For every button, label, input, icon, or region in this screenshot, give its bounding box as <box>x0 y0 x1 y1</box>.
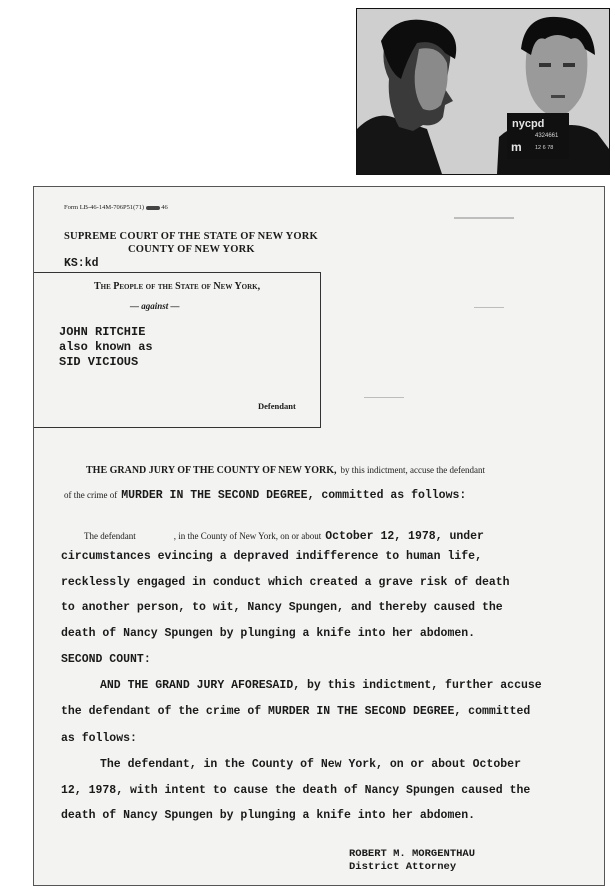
court-title: SUPREME COURT OF THE STATE OF NEW YORK <box>64 231 318 242</box>
count1-line-2: recklessly engaged in conduct which created a grave risk of death <box>61 576 510 589</box>
intro-rest: by this indictment, accuse the defendant <box>340 465 485 475</box>
defendant-label: Defendant <box>258 401 296 411</box>
against-line: — against — <box>130 301 180 311</box>
placard-initial: m <box>511 140 522 154</box>
second-count-heading: SECOND COUNT: <box>61 653 151 666</box>
scan-speck <box>364 397 404 398</box>
count1-line-4: death of Nancy Spungen by plunging a knife into her abdomen. <box>61 627 476 640</box>
crime-text: MURDER IN THE SECOND DEGREE, committed as follows: <box>121 489 467 502</box>
count1-date: October 12, 1978, under <box>325 530 484 543</box>
count1-mid: , in the County of New York, on or about <box>173 531 322 541</box>
count1-first-line <box>84 526 484 544</box>
signature-title: District Attorney <box>349 861 457 873</box>
count1-line-1: circumstances evincing a depraved indifference to human life, <box>61 550 482 563</box>
count2-body-1: The defendant, in the County of New York, on or about October <box>100 758 521 771</box>
indictment-document <box>33 186 605 886</box>
people-line: The People of the State of New York, <box>94 281 261 292</box>
placard-number: 4324661 <box>535 133 559 139</box>
placard-label: nycpd <box>512 118 545 130</box>
signature-name: ROBERT M. MORGENTHAU <box>349 848 476 860</box>
form-number <box>64 204 168 211</box>
crime-line <box>64 485 466 503</box>
form-smudge <box>146 206 160 210</box>
aka-line: also known as <box>59 340 153 354</box>
caption-box <box>34 272 321 428</box>
form-suffix: 46 <box>161 204 168 211</box>
mugshot-photo <box>356 8 610 175</box>
form-number-text: Form LB-46-14M-706P51(71) <box>64 204 144 211</box>
county-title: COUNTY OF NEW YORK <box>128 244 255 255</box>
count2-line-1: AND THE GRAND JURY AFORESAID, by this indictment, further accuse <box>100 679 542 692</box>
count1-prefix: The defendant <box>84 531 136 541</box>
alias-line: SID VICIOUS <box>59 355 139 369</box>
crime-prefix: of the crime of <box>64 490 118 500</box>
count1-line-3: to another person, to wit, Nancy Spungen, and thereby caused the <box>61 601 503 614</box>
count2-body-2: 12, 1978, with intent to cause the death of Nancy Spungen caused the <box>61 784 531 797</box>
intro-line <box>86 460 485 478</box>
defendant-name: JOHN RITCHIE <box>59 325 146 339</box>
intro-caps: THE GRAND JURY OF THE COUNTY OF NEW YORK, <box>86 465 337 476</box>
placard-date: 12 6 78 <box>535 145 554 151</box>
count2-line-2: the defendant of the crime of MURDER IN THE SECOND DEGREE, committed <box>61 705 531 718</box>
scan-speck <box>454 217 514 219</box>
mugshot-illustration <box>357 9 609 174</box>
count2-body-3: death of Nancy Spungen by plunging a knife into her abdomen. <box>61 809 476 822</box>
count2-line-3: as follows: <box>61 732 137 745</box>
scan-speck <box>474 307 504 308</box>
initials: KS:kd <box>64 257 99 270</box>
